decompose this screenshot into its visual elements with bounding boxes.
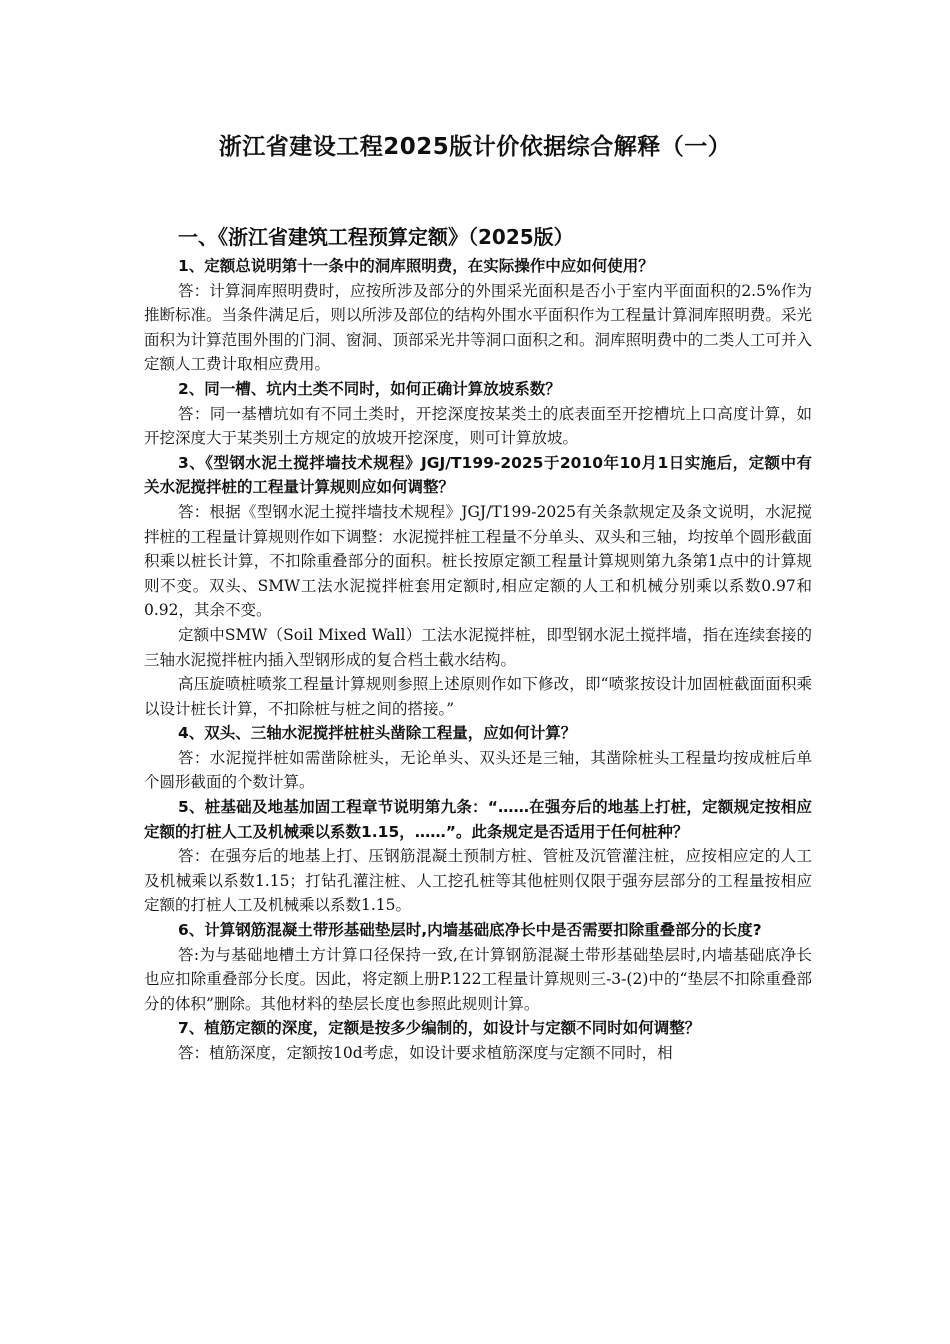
question-3: 3、《型钢水泥土搅拌墙技术规程》JGJ/T199-2025于2010年10月1日实施后，定额中有关水泥搅拌桩的工程量计算规则应如何调整？ xyxy=(144,453,812,497)
document-body xyxy=(144,222,812,1066)
section-heading: 一、《浙江省建筑工程预算定额》（2025版） xyxy=(178,225,574,249)
answer-1: 答：计算洞库照明费时，应按所涉及部分的外围采光面积是否小于室内平面面积的2.5%作为推断标准。当条件满足后，则以所涉及部位的结构外围水平面积作为工程量计算洞库照明费。采光面积为计算范围外围的门洞、窗洞、顶部采光井等洞口面积之和。洞库照明费中的二类人工可并入定额人工费计取相应费用。 xyxy=(144,281,812,374)
question-2: 2、同一槽、坑内土类不同时，如何正确计算放坡系数？ xyxy=(178,379,561,398)
answer-4: 答：水泥搅拌桩如需凿除桩头，无论单头、双头还是三轴，其凿除桩头工程量均按成桩后单个圆形截面的个数计算。 xyxy=(144,748,812,792)
question-5: 5、桩基础及地基加固工程章节说明第九条：“……在强夯后的地基上打桩，定额规定按相应定额的打桩人工及机械乘以系数1.15，……”。此条规定是否适用于任何桩种？ xyxy=(144,798,812,841)
answer-3-paragraph-1: 答：根据《型钢水泥土搅拌墙技术规程》JGJ/T199-2025有关条款规定及条文说明，水泥搅拌桩的工程量计算规则作如下调整：水泥搅拌桩工程量不分单头、双头和三轴，均按单个圆形截面积乘以桩长计算，不扣除重叠部分的面积。桩长按原定额工程量计算规则第九条第1点中的计算规则不变。双头、SMW工法水泥搅拌桩套用定额时,相应定额的人工和机械分别乘以系数0.97和0.92，其余不变。 xyxy=(144,502,812,620)
answer-6: 答:为与基础地槽土方计算口径保持一致,在计算钢筋混凝土带形基础垫层时,内墙基础底净长也应扣除重叠部分长度。因此，将定额上册P.122工程量计算规则三-3-(2)中的“垫层不扣除重叠部分的体积”删除。其他材料的垫层长度也参照此规则计算。 xyxy=(144,945,812,1013)
question-4: 4、双头、三轴水泥搅拌桩桩头凿除工程量，应如何计算？ xyxy=(178,724,577,743)
answer-5: 答：在强夯后的地基上打、压钢筋混凝土预制方桩、管桩及沉管灌注桩，应按相应定的人工及机械乘以系数1.15；打钻孔灌注桩、人工挖孔桩等其他桩则仅限于强夯层部分的工程量按相应定额的打桩人工及机械乘以系数1.15。 xyxy=(144,847,812,915)
question-1: 1、定额总说明第十一条中的洞库照明费，在实际操作中应如何使用？ xyxy=(178,257,654,275)
answer-3-paragraph-3: 高压旋喷桩喷浆工程量计算规则参照上述原则作如下修改，即“喷浆按设计加固桩截面面积乘以设计桩长计算，不扣除桩与桩之间的搭接。” xyxy=(144,675,812,718)
question-6: 6、计算钢筋混凝土带形基础垫层时,内墙基础底净长中是否需要扣除重叠部分的长度? xyxy=(178,921,762,940)
answer-7: 答：植筋深度，定额按10d考虑，如设计要求植筋深度与定额不同时，相 xyxy=(178,1044,673,1062)
answer-3-paragraph-2: 定额中SMW（Soil Mixed Wall）工法水泥搅拌桩，即型钢水泥土搅拌墙，指在连续套接的三轴水泥搅拌桩内插入型钢形成的复合档土截水结构。 xyxy=(144,625,812,669)
answer-2: 答：同一基槽坑如有不同土类时，开挖深度按某类土的底表面至开挖槽坑上口高度计算，如开挖深度大于某类别土方规定的放坡开挖深度，则可计算放坡。 xyxy=(144,404,812,448)
question-7: 7、植筋定额的深度，定额是按多少编制的，如设计与定额不同时如何调整？ xyxy=(178,1019,701,1038)
document-title: 浙江省建设工程2025版计价依据综合解释（一） xyxy=(218,134,732,160)
